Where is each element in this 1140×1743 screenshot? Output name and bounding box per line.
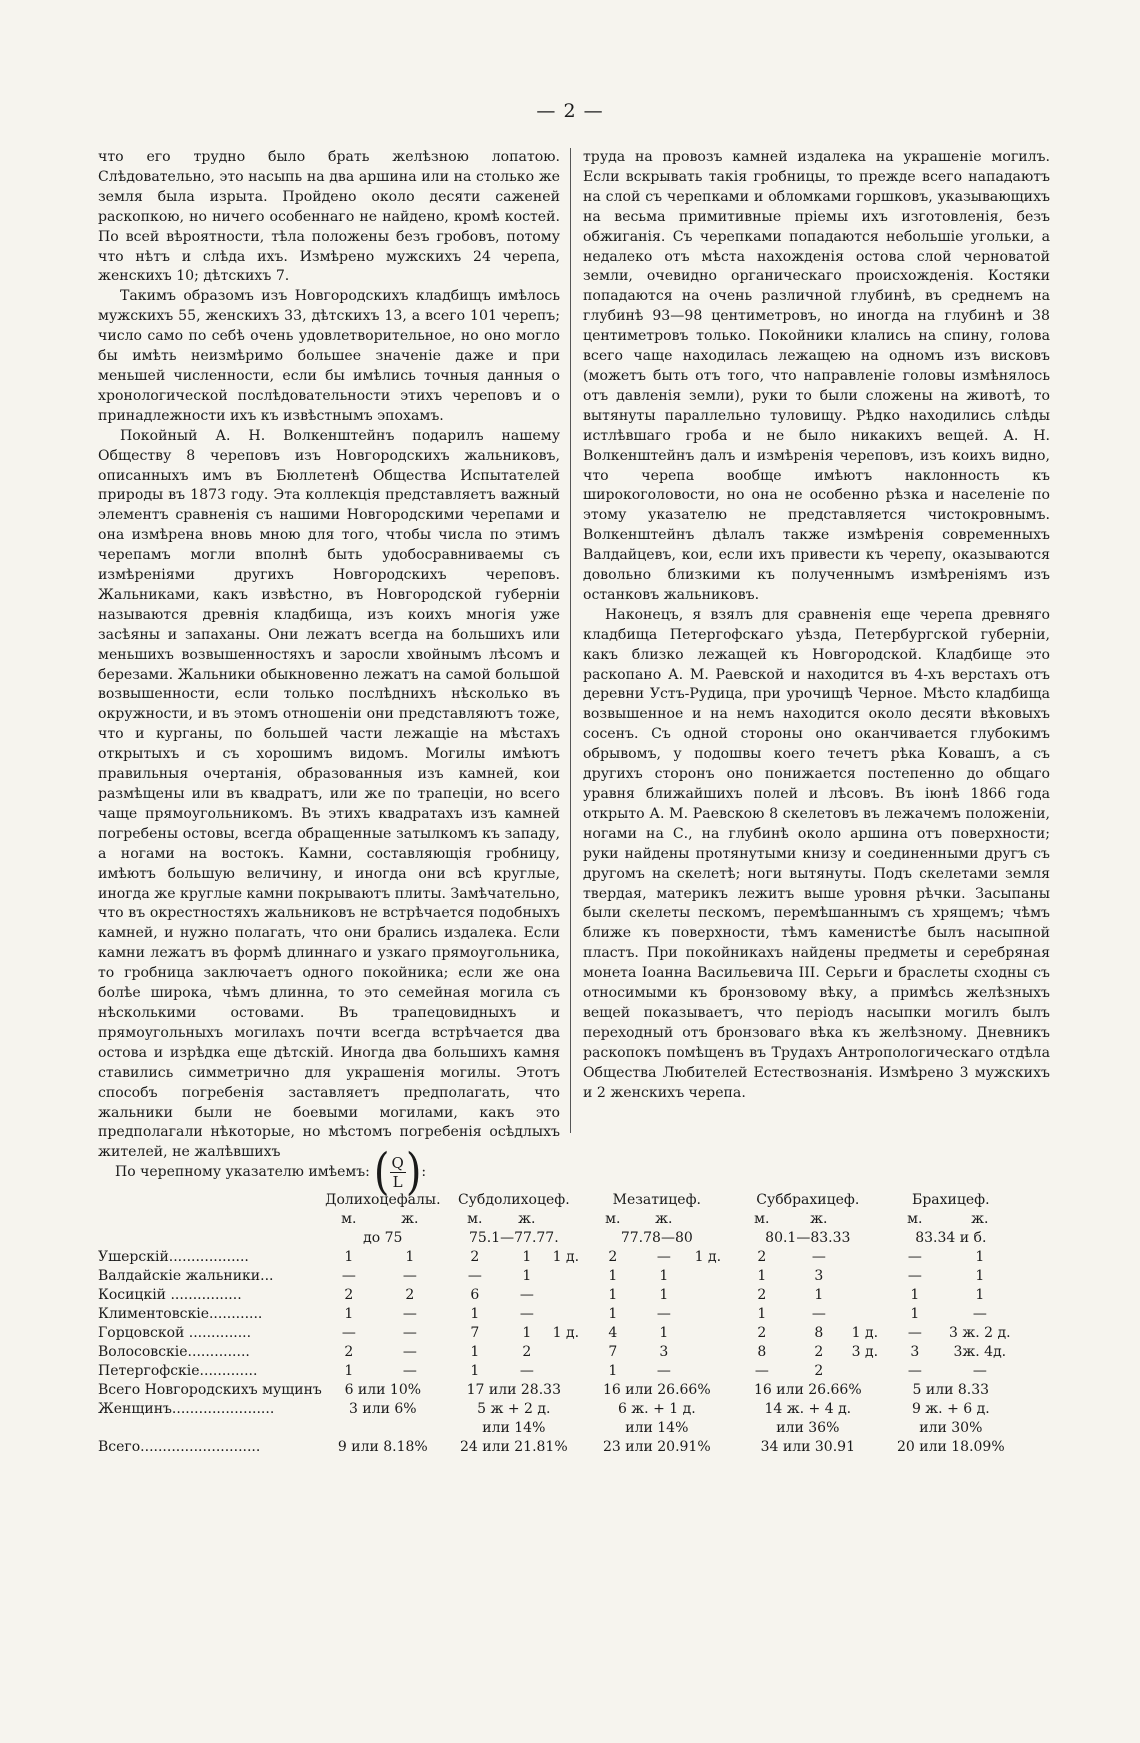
- table-cell: —: [402, 1343, 417, 1360]
- sex-label: ж.: [518, 1210, 536, 1227]
- table-cell: 1: [470, 1343, 480, 1360]
- table-cell: 1: [344, 1305, 354, 1322]
- table-cell: 1 д.: [552, 1324, 580, 1341]
- total-cell: 6 ж. + 1 д.: [617, 1400, 696, 1417]
- table-cell: [686, 1323, 730, 1342]
- range-label: 75.1—77.77.: [468, 1229, 559, 1246]
- total-cell: 3 или 6%: [349, 1400, 417, 1417]
- row-label: [98, 1418, 322, 1437]
- table-cell: [686, 1209, 730, 1228]
- group-header: Брахицеф.: [912, 1191, 990, 1208]
- table-cell: 1: [470, 1305, 480, 1322]
- table-cell: 1: [975, 1286, 985, 1303]
- range-label: 77.78—80: [620, 1229, 693, 1246]
- range-row: [98, 1228, 1016, 1247]
- table-cell: —: [519, 1286, 534, 1303]
- table-cell: [548, 1285, 584, 1304]
- table-cell: [686, 1304, 730, 1323]
- table-cell: [844, 1361, 886, 1380]
- total-cell: 23 или 20.91%: [602, 1438, 711, 1455]
- table-cell: —: [656, 1248, 671, 1265]
- table-cell: 1: [975, 1267, 985, 1284]
- row-label: Петергофскіе.............: [98, 1362, 258, 1379]
- table-cell: 1: [522, 1267, 532, 1284]
- table-cell: 2: [522, 1343, 532, 1360]
- table-cell: 1: [910, 1305, 920, 1322]
- table-cell: 3: [814, 1267, 824, 1284]
- table-cell: 1: [814, 1286, 824, 1303]
- table-cell: 1 д.: [851, 1324, 879, 1341]
- total-cell: 24 или 21.81%: [459, 1438, 568, 1455]
- right-column: [583, 148, 1050, 1104]
- table-cell: [548, 1304, 584, 1323]
- table-cell: —: [972, 1362, 987, 1379]
- row-label: Горцовской ..............: [98, 1324, 252, 1341]
- total-cell: 5 или 8.33: [912, 1381, 990, 1398]
- header-row: [98, 1190, 1016, 1209]
- table-cell: [686, 1285, 730, 1304]
- table-cell: [844, 1209, 886, 1228]
- table-cell: 7: [470, 1324, 480, 1341]
- table-cell: —: [656, 1362, 671, 1379]
- paragraph: Наконецъ, я взялъ для сравненія еще черепа древняго кладбища Петергофскаго уѣзда, Петербургской губерніи, какъ близко лежащей къ Новгородской. Кладбище это раскопано А. М. Раевской и находится въ 4-хъ верстахъ отъ деревни Устъ-Рудица, при урочищѣ Черное. Мѣсто кладбища возвышенное и на немъ находится около десяти вѣковыхъ сосенъ. Съ одной стороны оно оканчивается глубокимъ обрывомъ, у подошвы коего течетъ рѣка Ковашъ, а съ другихъ сторонъ оно понижается постепенно до общаго уравня ближайшихъ полей и лѣсовъ. Въ іюнѣ 1866 года открыто А. М. Раевскою 8 скелетовъ въ лежачемъ положеніи, ногами на С., на глубинѣ около аршина отъ поверхности; руки найдены протянутыми книзу и соединенными другъ съ другомъ на скелетѣ; ноги вытянуты. Подъ скелетами земля твердая, материкъ лежитъ выше уровня рѣчки. Засыпаны были скелеты пескомъ, перемѣшаннымъ съ хрящемъ; чѣмъ ближе къ поверхности, тѣмъ каменистѣе былъ насыпной пластъ. При покойникахъ найдены предметы и серебряная монета Іоанна Васильевича III. Серьги и браслеты сходны съ относимыми къ бронзовому вѣку, а примѣсь желѣзныхъ вещей показываетъ, что періодъ насыпки могилъ былъ переходный отъ бронзоваго вѣка къ желѣзному. Дневникъ раскопокъ помѣщенъ въ Трудахъ Антропологическаго отдѣла Общества Любителей Естествознанія. Измѣрено 3 мужскихъ и 2 женскихъ черепа.: [583, 606, 1050, 1101]
- total-row: [98, 1437, 1016, 1456]
- table-cell: 2: [608, 1248, 618, 1265]
- table-cell: 2: [814, 1343, 824, 1360]
- group-header: Мезатицеф.: [612, 1191, 701, 1208]
- table-row: [98, 1323, 1016, 1342]
- table-cell: 1: [344, 1362, 354, 1379]
- table-cell: 1: [757, 1267, 767, 1284]
- sex-label: ж.: [401, 1210, 419, 1227]
- table-row: [98, 1285, 1016, 1304]
- total-cell: 5 ж + 2 д.: [477, 1400, 551, 1417]
- table-cell: —: [811, 1305, 826, 1322]
- colon: :: [421, 1164, 427, 1180]
- table-cell: [98, 1209, 322, 1228]
- table-cell: 2: [757, 1286, 767, 1303]
- table-cell: —: [402, 1305, 417, 1322]
- table-cell: 1: [659, 1267, 669, 1284]
- row-label: Валдайскіе жальники...: [98, 1267, 274, 1284]
- table-cell: 1: [608, 1267, 618, 1284]
- table-cell: 2: [814, 1362, 824, 1379]
- group-header: Субдолихоцеф.: [457, 1191, 570, 1208]
- total-row: [98, 1399, 1016, 1418]
- page-number: — 2 —: [536, 100, 604, 122]
- sex-label: ж.: [810, 1210, 828, 1227]
- table-cell: —: [402, 1267, 417, 1284]
- table-cell: —: [907, 1324, 922, 1341]
- total-cell: 9 ж. + 6 д.: [911, 1400, 990, 1417]
- sex-label: м.: [605, 1210, 621, 1227]
- left-paren: (: [373, 1143, 390, 1201]
- table-cell: 2: [405, 1286, 415, 1303]
- skull-index-table: [98, 1190, 1016, 1456]
- table-cell: 1: [757, 1305, 767, 1322]
- table-cell: 3: [910, 1343, 920, 1360]
- table-cell: [548, 1342, 584, 1361]
- table-cell: [548, 1266, 584, 1285]
- table-cell: 2: [344, 1343, 354, 1360]
- total-cell: или 14%: [625, 1419, 689, 1436]
- table-cell: [548, 1209, 584, 1228]
- sex-label: ж.: [655, 1210, 673, 1227]
- table-cell: 7: [608, 1343, 618, 1360]
- table-cell: 6: [470, 1286, 480, 1303]
- table-cell: [98, 1190, 322, 1209]
- table-row: [98, 1361, 1016, 1380]
- table-cell: —: [519, 1305, 534, 1322]
- table-cell: [548, 1361, 584, 1380]
- sex-row: [98, 1209, 1016, 1228]
- table-cell: 3 д.: [851, 1343, 879, 1360]
- range-label: 83.34 и б.: [915, 1229, 987, 1246]
- total-cell: 34 или 30.91: [760, 1438, 855, 1455]
- table-cell: —: [907, 1267, 922, 1284]
- total-cell: 6 или 10%: [344, 1381, 422, 1398]
- total-cell: или 14%: [482, 1419, 546, 1436]
- table-cell: [686, 1266, 730, 1285]
- left-column: [98, 148, 560, 1163]
- total-cell: 16 или 26.66%: [602, 1381, 711, 1398]
- table-cell: —: [907, 1362, 922, 1379]
- sex-label: м.: [341, 1210, 357, 1227]
- table-cell: —: [972, 1305, 987, 1322]
- table-cell: 1: [522, 1324, 532, 1341]
- index-fraction: [373, 1143, 427, 1201]
- table-cell: 1: [608, 1362, 618, 1379]
- table-cell: 2: [757, 1248, 767, 1265]
- paragraph: что его трудно было брать желѣзною лопатою. Слѣдовательно, это насыпь на два аршина или на столько же земля была изрыта. Пройдено около десяти саженей раскопкою, но ничего особеннаго не найдено, кромѣ костей. По всей вѣроятности, тѣла положены безъ гробовъ, потому что нѣтъ и слѣда ихъ. Измѣрено мужскихъ 24 черепа, женскихъ 10; дѣтскихъ 7.: [98, 149, 560, 285]
- paragraph: труда на провозъ камней издалека на украшеніе могилъ. Если вскрывать такія гробницы, то прежде всего нападаютъ на слой съ черепками и обломками горшковъ, указывающихъ на весьма примитивные пріемы ихъ изготовленія, безъ обжиганія. Съ черепками попадаются небольшіе угольки, а недалеко отъ мѣста нахожденія остова слой черноватой земли, очевидно органическаго происхожденія. Костяки попадаются на очень различной глубинѣ, въ среднемъ на глубинѣ 93—98 центиметровъ, но иногда на глубинѣ и 38 центиметровъ только. Покойники клались на спину, голова всего чаще находилась лежащею на одномъ изъ висковъ (можетъ быть отъ того, что направленіе головы измѣнялось отъ давленія земли), руки то были сложены на животѣ, то вытянуты параллельно туловищу. Рѣдко находились слѣды истлѣвшаго гроба и не было никакихъ вещей. А. Н. Волкенштейнъ далъ и измѣренія череповъ, изъ коихъ видно, что черепа вообще имѣютъ наклонность къ широкоголовости, но она не особенно рѣзка и населеніе по этому указателю не представляется чистокровнымъ. Волкенштейнъ дѣлалъ также измѣренія современныхъ Валдайцевъ, кои, если ихъ привести къ черепу, оказываются довольно близкими къ полученнымъ измѣреніямъ изъ останковъ жальниковъ.: [583, 149, 1050, 603]
- table-cell: [686, 1342, 730, 1361]
- table-cell: 1: [608, 1305, 618, 1322]
- table-cell: 4: [608, 1324, 618, 1341]
- table-cell: —: [811, 1248, 826, 1265]
- total-row: [98, 1418, 1016, 1437]
- table-cell: —: [907, 1248, 922, 1265]
- table-cell: 1: [910, 1286, 920, 1303]
- sex-label: ж.: [971, 1210, 989, 1227]
- table-cell: 1: [659, 1324, 669, 1341]
- table-cell: —: [341, 1324, 356, 1341]
- table-cell: —: [754, 1362, 769, 1379]
- column-divider: [570, 148, 571, 1133]
- table-cell: 1 д.: [694, 1248, 722, 1265]
- total-cell: или 36%: [776, 1419, 840, 1436]
- table-cell: 1: [975, 1248, 985, 1265]
- table-cell: 1: [344, 1248, 354, 1265]
- sex-label: м.: [754, 1210, 770, 1227]
- table-cell: [844, 1266, 886, 1285]
- row-label: Волосовскіе..............: [98, 1343, 250, 1360]
- right-paren: ): [405, 1143, 422, 1201]
- table-cell: —: [402, 1362, 417, 1379]
- table-cell: 1: [522, 1248, 532, 1265]
- table-cell: 3ж. 4д.: [953, 1343, 1007, 1360]
- fraction-denominator: L: [392, 1172, 403, 1191]
- paragraph: Такимъ образомъ изъ Новгородскихъ кладбищъ имѣлось мужскихъ 55, женскихъ 33, дѣтскихъ 13, а всего 101 черепъ; число само по себѣ очень удовлетворительное, но оно могло бы имѣть неизмѣримо большее значеніе даже и при меньшей численности, если бы имѣлись точныя данныя о хронологической послѣдовательности этихъ череповъ и о принадлежности ихъ къ извѣстнымъ эпохамъ.: [98, 288, 560, 424]
- row-label: Ушерскій..................: [98, 1248, 249, 1265]
- table-row: [98, 1304, 1016, 1323]
- total-cell: 9 или 8.18%: [337, 1438, 428, 1455]
- total-cell: 16 или 26.66%: [753, 1381, 862, 1398]
- group-header: Суббрахицеф.: [756, 1191, 860, 1208]
- total-cell: [322, 1418, 444, 1437]
- table-cell: 1 д.: [552, 1248, 580, 1265]
- sex-label: м.: [907, 1210, 923, 1227]
- total-cell: 20 или 18.09%: [896, 1438, 1005, 1455]
- row-label: Всего Новгородскихъ мущинъ: [98, 1381, 322, 1398]
- table-cell: —: [656, 1305, 671, 1322]
- table-cell: —: [402, 1324, 417, 1341]
- group-header: Долихоцефалы.: [325, 1191, 441, 1208]
- total-row: [98, 1380, 1016, 1399]
- table-cell: —: [467, 1267, 482, 1284]
- table-cell: [98, 1228, 322, 1247]
- table-row: [98, 1247, 1016, 1266]
- range-label: до 75: [363, 1229, 403, 1246]
- row-label: Женщинъ.......................: [98, 1400, 275, 1417]
- table-cell: 2: [757, 1324, 767, 1341]
- table-cell: 2: [344, 1286, 354, 1303]
- table-cell: [844, 1247, 886, 1266]
- table-cell: 8: [814, 1324, 824, 1341]
- row-label: Всего...........................: [98, 1438, 261, 1455]
- table-cell: [844, 1285, 886, 1304]
- table-row: [98, 1266, 1016, 1285]
- table-cell: 8: [757, 1343, 767, 1360]
- total-cell: 17 или 28.33: [466, 1381, 561, 1398]
- range-label: 80.1—83.33: [765, 1229, 851, 1246]
- table-cell: 3: [659, 1343, 669, 1360]
- total-cell: или 30%: [919, 1419, 983, 1436]
- table-cell: [844, 1304, 886, 1323]
- table-row: [98, 1342, 1016, 1361]
- index-intro-text: По черепному указателю имѣемъ:: [115, 1164, 370, 1180]
- paragraph: Покойный А. Н. Волкенштейнъ подарилъ нашему Обществу 8 череповъ изъ Новгородскихъ жальниковъ, описанныхъ имъ въ Бюллетенѣ Общества Испытателей природы въ 1873 году. Эта коллекція представляетъ важный элементъ сравненія съ нашими Новгородскими черепами и она измѣрена вновь мною для того, чтобы числа по этимъ черепамъ могли вполнѣ быть удобосравниваемы съ измѣреніями другихъ Новгородскихъ череповъ. Жальниками, какъ извѣстно, въ Новгородской губерніи называются древнія кладбища, изъ коихъ многія уже засѣяны и запаханы. Они лежатъ всегда на большихъ или меньшихъ возвышенностяхъ и заросли хвойнымъ лѣсомъ и березами. Жальники обыкновенно лежатъ на самой большой возвышенности, если только послѣднихъ нѣсколько въ окружности, и въ этомъ отношеніи они представляютъ тоже, что и курганы, по большей части лежащіе на мѣстахъ открытыхъ и съ хорошимъ видомъ. Могилы имѣютъ правильныя очертанія, образованныя изъ камней, кои размѣщены или въ квадратъ, или же по трапеціи, но всего чаще прямоугольникомъ. Въ этихъ квадратахъ изъ камней погребены остовы, всегда обращенные затылкомъ къ западу, а ногами на востокъ. Камни, составляющія гробницу, имѣютъ большую величину, и иногда они всѣ круглые, иногда же круглые камни покрываютъ плиты. Замѣчательно, что въ окрестностяхъ жальниковъ не встрѣчается подобныхъ камней, и нужно полагать, что они брались издалека. Если камни лежатъ въ формѣ длиннаго и узкаго прямоугольника, то гробница заключаетъ одного покойника; если же она болѣе широка, чѣмъ длинна, то это семейная могила съ нѣсколькими остовами. Въ трапецовидныхъ и прямоугольныхъ могилахъ почти всегда встрѣчается два остова и изрѣдка еще дѣтскій. Иногда два большихъ камня ставились симметрично для украшенія могилы. Этотъ способъ погребенія заставляетъ предполагать, что жальники были не боевыми могилами, какъ это предполагали нѣкоторые, но мѣстомъ погребенія осѣдлыхъ жителей, не жалѣвшихъ: [98, 427, 560, 1161]
- table-cell: 2: [470, 1248, 480, 1265]
- row-label: Климентовскіе............: [98, 1305, 263, 1322]
- table-cell: 1: [608, 1286, 618, 1303]
- fraction-numerator: Q: [391, 1153, 404, 1172]
- table-cell: 1: [405, 1248, 415, 1265]
- table-cell: 3 ж. 2 д.: [949, 1324, 1011, 1341]
- table-cell: [686, 1361, 730, 1380]
- sex-label: м.: [467, 1210, 483, 1227]
- table-cell: 1: [659, 1286, 669, 1303]
- table-cell: —: [519, 1362, 534, 1379]
- row-label: Косицкій ................: [98, 1286, 242, 1303]
- total-cell: 14 ж. + 4 д.: [764, 1400, 852, 1417]
- table-cell: 1: [470, 1362, 480, 1379]
- table-cell: —: [341, 1267, 356, 1284]
